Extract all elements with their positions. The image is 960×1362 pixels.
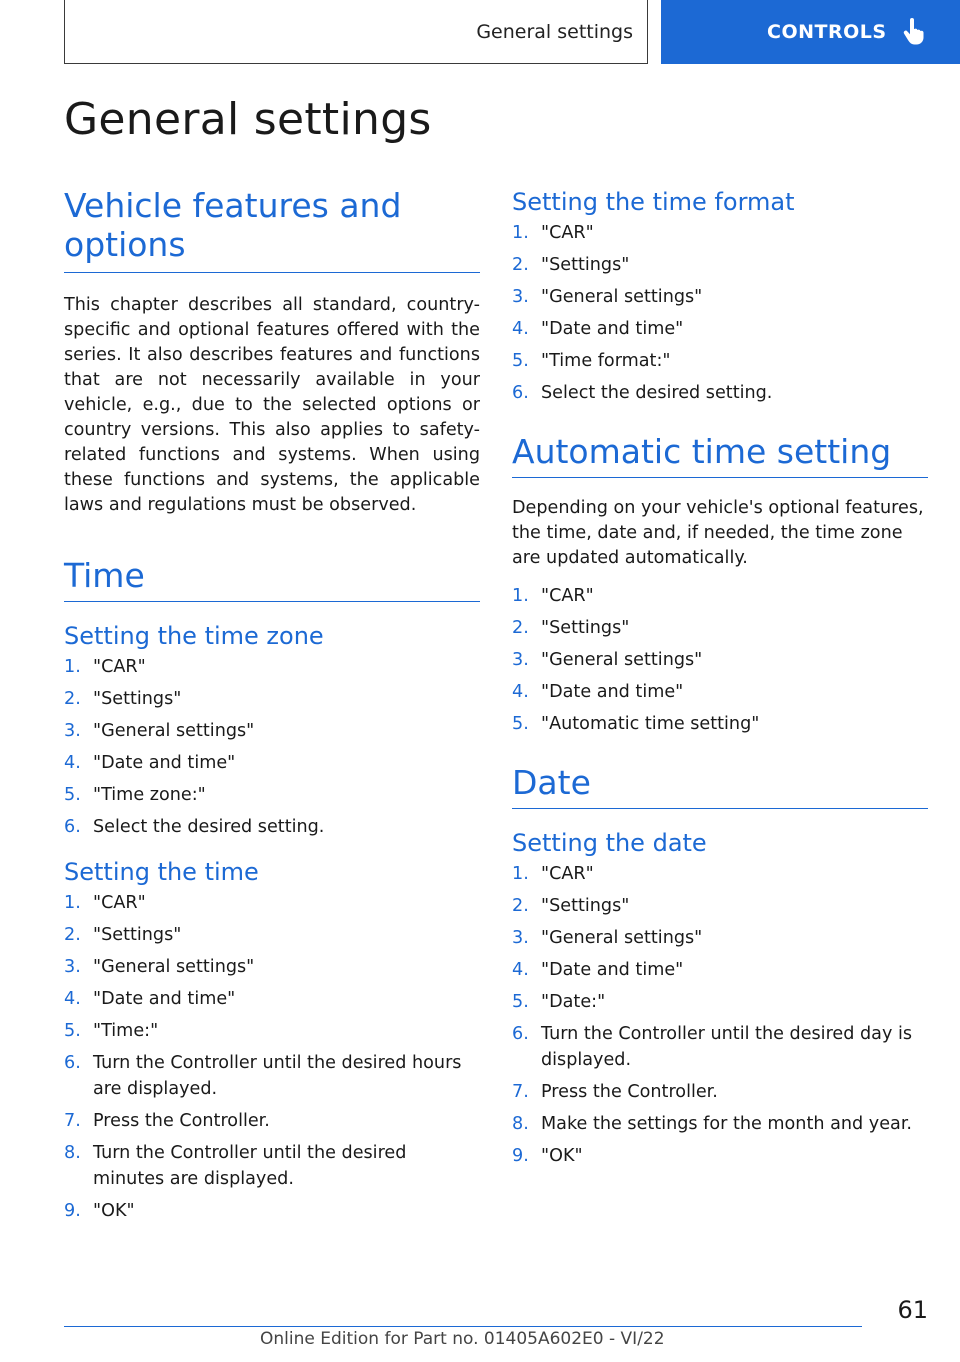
list-item: 2. "Settings" <box>512 896 630 916</box>
list-item: 6. Select the desired setting. <box>512 383 773 403</box>
vehicle-features-heading: Vehicle features and options <box>64 186 480 273</box>
list-item: 3. "General settings" <box>512 928 703 948</box>
header-section-tab <box>64 0 648 64</box>
list-item: 4. "Date and time" <box>512 960 684 980</box>
set-time-steps <box>64 890 480 1224</box>
set-date-heading: Setting the date <box>512 829 707 857</box>
list-item: 2. "Settings" <box>64 689 182 709</box>
list-item: 3. "General settings" <box>512 287 703 307</box>
time-format-heading: Setting the time format <box>512 188 795 216</box>
right-column <box>512 186 928 1175</box>
list-item: 8. Turn the Controller until the desired minutes are displayed. <box>64 1143 407 1189</box>
list-item: 4. "Date and time" <box>512 319 684 339</box>
list-item: 5. "Time:" <box>64 1021 159 1041</box>
list-item: 6. Select the desired setting. <box>64 817 325 837</box>
auto-time-steps <box>512 583 928 737</box>
list-item: 5. "Time format:" <box>512 351 671 371</box>
list-item: 3. "General settings" <box>512 650 703 670</box>
list-item: 4. "Date and time" <box>64 753 236 773</box>
date-heading: Date <box>512 763 928 809</box>
list-item: 4. "Date and time" <box>64 989 236 1009</box>
list-item: 1. "CAR" <box>512 864 594 884</box>
left-column <box>64 186 480 1230</box>
list-item: 1. "CAR" <box>512 586 594 606</box>
list-item: 7. Press the Controller. <box>512 1082 718 1102</box>
list-item: 9. "OK" <box>64 1201 135 1221</box>
list-item: 1. "CAR" <box>64 893 146 913</box>
list-item: 8. Make the settings for the month and year. <box>512 1114 913 1134</box>
list-item: 1. "CAR" <box>64 657 146 677</box>
list-item: 6. Turn the Controller until the desired day is displayed. <box>512 1024 913 1070</box>
footer-edition: Online Edition for Part no. 01405A602E0 - VI/22 <box>260 1329 665 1349</box>
header-chapter-label: CONTROLS <box>767 21 887 43</box>
list-item: 7. Press the Controller. <box>64 1111 270 1131</box>
time-zone-heading: Setting the time zone <box>64 622 324 650</box>
list-item: 2. "Settings" <box>512 618 630 638</box>
list-item: 2. "Settings" <box>512 255 630 275</box>
time-format-steps <box>512 220 928 406</box>
list-item: 3. "General settings" <box>64 721 255 741</box>
list-item: 5. "Automatic time setting" <box>512 714 760 734</box>
time-zone-steps <box>64 654 480 840</box>
header-chapter-tab <box>661 0 960 64</box>
set-date-steps <box>512 861 928 1169</box>
hand-pointer-icon <box>903 18 925 46</box>
set-time-heading: Setting the time <box>64 858 259 886</box>
list-item: 4. "Date and time" <box>512 682 684 702</box>
list-item: 5. "Time zone:" <box>64 785 206 805</box>
header-section-label: General settings <box>476 20 633 43</box>
list-item: 6. Turn the Controller until the desired hours are displayed. <box>64 1053 462 1099</box>
list-item: 3. "General settings" <box>64 957 255 977</box>
time-heading: Time <box>64 556 480 602</box>
page-number: 61 <box>897 1296 928 1324</box>
list-item: 5. "Date:" <box>512 992 606 1012</box>
auto-time-body: Depending on your vehicle's optional features, the time, date and, if needed, the time zone are updated automatically. <box>512 498 924 568</box>
vehicle-features-body: This chapter describes all standard, country-specific and optional features offered with the series. It also describes features and functions that are not necessarily available in your vehicle, e.g., due to the selected options or country versions. This also applies to safety-related functions and systems. When using these functions and systems, the applicable laws and regulations must be observed. <box>64 295 480 515</box>
footer-divider <box>64 1326 862 1327</box>
auto-time-heading: Automatic time setting <box>512 432 928 478</box>
list-item: 1. "CAR" <box>512 223 594 243</box>
list-item: 9. "OK" <box>512 1146 583 1166</box>
page-title: General settings <box>64 94 432 145</box>
list-item: 2. "Settings" <box>64 925 182 945</box>
